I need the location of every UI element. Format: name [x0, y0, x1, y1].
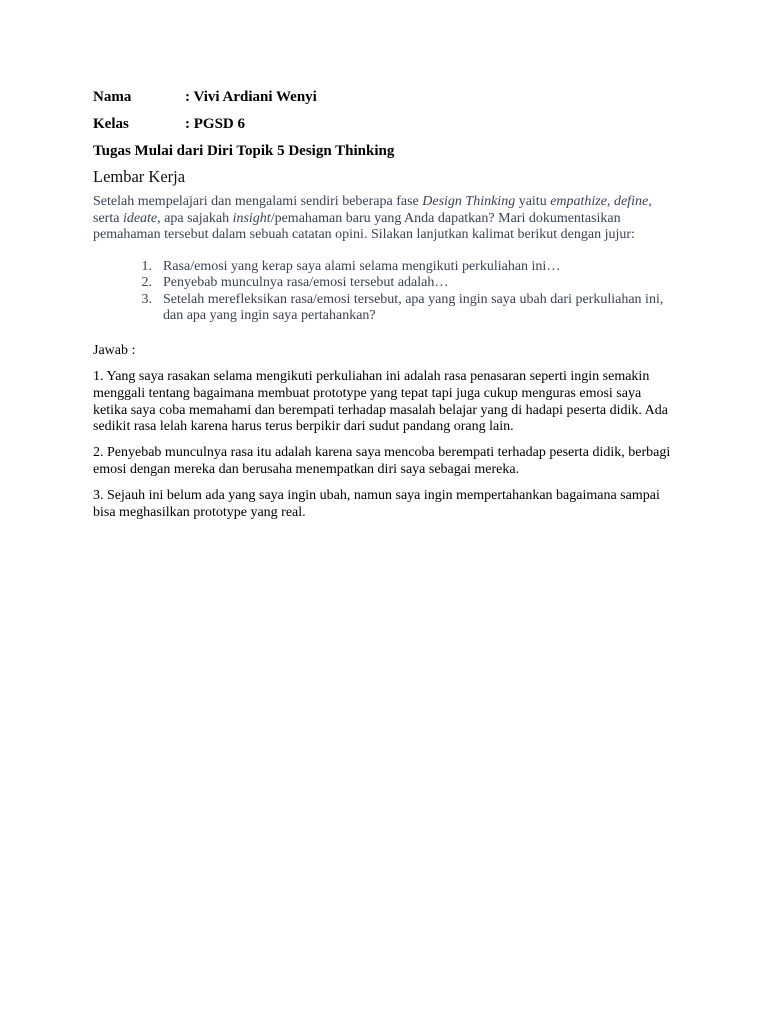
intro-text: , serta: [93, 194, 652, 226]
nama-row: [93, 88, 676, 106]
question-item: [93, 292, 676, 325]
intro-text: , apa sajakah: [157, 210, 233, 226]
question-item: [93, 275, 676, 292]
intro-text: /pemahaman baru yang Anda dapatkan? Mari dokumentasikan pemahaman tersebut dalam sebuah catatan opini. Silakan lanjutkan kalimat berikut dengan jujur:: [93, 210, 635, 242]
answer-label: Jawab :: [93, 342, 136, 358]
intro-text: ,: [606, 194, 614, 209]
intro-text: Setelah mempelajari dan mengalami sendiri beberapa fase: [93, 194, 423, 209]
intro-term-empathize: empathize: [550, 194, 607, 209]
answer-paragraph: 3. Sejauh ini belum ada yang saya ingin ubah, namun saya ingin mempertahankan bagaimana sampai bisa meghasilkan prototype yang real.: [93, 487, 660, 520]
question-text: Setelah merefleksikan rasa/emosi tersebut, apa yang ingin saya ubah dari perkuliahan ini, dan apa yang ingin saya pertahankan?: [163, 291, 664, 323]
nama-label: Nama: [93, 89, 132, 105]
question-number: 1.: [141, 258, 152, 274]
intro-term-insight: insight: [232, 210, 271, 226]
worksheet-title: Lembar Kerja: [93, 167, 186, 186]
answer-paragraph: 2. Penyebab munculnya rasa itu adalah karena saya mencoba berempati terhadap peserta didik, berbagi emosi dengan mereka dan berusaha menempatkan diri saya sebagai mereka.: [93, 445, 671, 477]
kelas-value: : PGSD 6: [185, 116, 245, 132]
intro-term-ideate: ideate: [122, 210, 158, 226]
answer-paragraph: 1. Yang saya rasakan selama mengikuti perkuliahan ini adalah rasa penasaran seperti ingin semakin menggali tentang bagaimana membuat prototype yang tepat tapi juga cukup menguras emosi saya ketika saya coba memahami dan berempati terhadap masalah belajar yang di hadapi peserta didik. Ada sedikit rasa lelah karena harus terus berpikir dari sudut pandang orang lain.: [93, 369, 668, 435]
question-number: 3.: [141, 291, 152, 307]
intro-term-define: define: [613, 194, 649, 209]
nama-value: : Vivi Ardiani Wenyi: [185, 89, 317, 105]
intro-text: yaitu: [515, 194, 551, 209]
question-number: 2.: [141, 275, 152, 290]
kelas-label: Kelas: [93, 116, 129, 132]
intro-term-design-thinking: Design Thinking: [422, 194, 516, 209]
kelas-row: [93, 115, 676, 133]
task-title: Tugas Mulai dari Diri Topik 5 Design Thinking: [93, 143, 395, 159]
worksheet-instructions: [93, 194, 676, 244]
question-text: Penyebab munculnya rasa/emosi tersebut adalah…: [163, 275, 449, 290]
question-item: [93, 259, 676, 276]
question-text: Rasa/emosi yang kerap saya alami selama mengikuti perkuliahan ini…: [163, 258, 561, 274]
question-list: [93, 259, 676, 325]
